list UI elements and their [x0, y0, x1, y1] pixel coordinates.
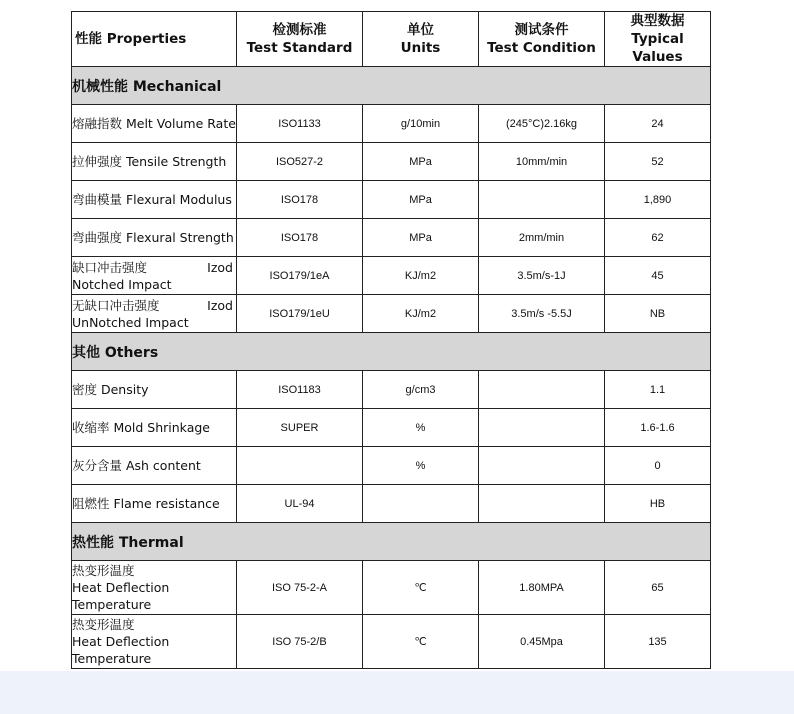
header-standard-cn: 检测标准 [272, 22, 327, 38]
header-standard-en: Test Standard [246, 40, 353, 56]
properties-table [71, 11, 711, 669]
value-cell: 45 [605, 257, 711, 295]
table-row [72, 219, 711, 257]
property-line-1 [72, 259, 236, 276]
value-cell: 62 [605, 219, 711, 257]
section-row-thermal [72, 523, 711, 561]
property-cell: 熔融指数 Melt Volume Rate [72, 105, 237, 143]
table-row [72, 257, 711, 295]
standard-cell: ISO179/1eA [237, 257, 363, 295]
condition-cell [479, 181, 605, 219]
table-row [72, 561, 711, 615]
property-cell [72, 615, 237, 669]
property-cell: 拉伸强度 Tensile Strength [72, 143, 237, 181]
bottom-band [0, 671, 794, 714]
value-cell: 1.1 [605, 371, 711, 409]
section-title-thermal: 热性能 Thermal [72, 523, 711, 561]
property-cell: 密度 Density [72, 371, 237, 409]
property-cell [72, 257, 237, 295]
property-cell: 弯曲强度 Flexural Strength [72, 219, 237, 257]
property-izod: Izod [207, 297, 233, 313]
standard-cell: UL-94 [237, 485, 363, 523]
value-cell: 1,890 [605, 181, 711, 219]
header-values-en: Typical Values [631, 31, 684, 65]
header-values-cn: 典型数据 [630, 13, 685, 29]
value-cell: 0 [605, 447, 711, 485]
table-header-row [72, 12, 711, 67]
value-cell: 24 [605, 105, 711, 143]
standard-cell: ISO178 [237, 219, 363, 257]
property-line-1 [72, 297, 236, 314]
section-row-mechanical [72, 67, 711, 105]
standard-cell: ISO527-2 [237, 143, 363, 181]
table-row [72, 143, 711, 181]
section-title-mechanical: 机械性能 Mechanical [72, 67, 711, 105]
property-en: Notched Impact [72, 276, 172, 292]
standard-cell: ISO 75-2/B [237, 615, 363, 669]
value-cell: NB [605, 295, 711, 333]
unit-cell: KJ/m2 [363, 257, 479, 295]
property-en-2: Temperature [72, 597, 152, 612]
property-cn: 热变形温度 [72, 617, 135, 632]
property-cell: 弯曲模量 Flexural Modulus [72, 181, 237, 219]
property-en: UnNotched Impact [72, 314, 189, 330]
standard-cell [237, 447, 363, 485]
value-cell: 135 [605, 615, 711, 669]
table-row [72, 409, 711, 447]
unit-cell: MPa [363, 219, 479, 257]
property-en-1: Heat Deflection [72, 580, 170, 595]
condition-cell: 10mm/min [479, 143, 605, 181]
value-cell: 1.6-1.6 [605, 409, 711, 447]
unit-cell: % [363, 447, 479, 485]
unit-cell: g/cm3 [363, 371, 479, 409]
property-cell: 收缩率 Mold Shrinkage [72, 409, 237, 447]
table-row [72, 371, 711, 409]
header-units [363, 12, 479, 67]
section-row-others [72, 333, 711, 371]
table-row [72, 181, 711, 219]
condition-cell: 3.5m/s-1J [479, 257, 605, 295]
header-condition-en: Test Condition [487, 40, 596, 56]
standard-cell: ISO1133 [237, 105, 363, 143]
condition-cell: 3.5m/s -5.5J [479, 295, 605, 333]
property-cell: 阻燃性 Flame resistance [72, 485, 237, 523]
standard-cell: ISO 75-2-A [237, 561, 363, 615]
unit-cell: g/10min [363, 105, 479, 143]
standard-cell: ISO178 [237, 181, 363, 219]
value-cell: HB [605, 485, 711, 523]
condition-cell: 2mm/min [479, 219, 605, 257]
section-title-others: 其他 Others [72, 333, 711, 371]
unit-cell [363, 485, 479, 523]
table-row [72, 295, 711, 333]
value-cell: 52 [605, 143, 711, 181]
property-cn: 缺口冲击强度 [72, 259, 148, 275]
table-row [72, 105, 711, 143]
property-cn: 无缺口冲击强度 [72, 297, 160, 313]
unit-cell: ℃ [363, 615, 479, 669]
condition-cell [479, 371, 605, 409]
header-typical-values [605, 12, 711, 67]
unit-cell: % [363, 409, 479, 447]
unit-cell: MPa [363, 181, 479, 219]
condition-cell [479, 409, 605, 447]
condition-cell [479, 447, 605, 485]
condition-cell: (245°C)2.16kg [479, 105, 605, 143]
header-properties: 性能 Properties [72, 12, 237, 67]
property-cn: 热变形温度 [72, 563, 135, 578]
value-cell: 65 [605, 561, 711, 615]
table-row [72, 615, 711, 669]
unit-cell: MPa [363, 143, 479, 181]
header-test-condition [479, 12, 605, 67]
table-row [72, 485, 711, 523]
property-cell [72, 295, 237, 333]
standard-cell: ISO179/1eU [237, 295, 363, 333]
standard-cell: SUPER [237, 409, 363, 447]
property-cell: 灰分含量 Ash content [72, 447, 237, 485]
property-izod: Izod [207, 259, 233, 275]
property-cell [72, 561, 237, 615]
header-units-cn: 单位 [407, 22, 434, 38]
unit-cell: ℃ [363, 561, 479, 615]
property-en-2: Temperature [72, 651, 152, 666]
table-row [72, 447, 711, 485]
property-en-1: Heat Deflection [72, 634, 170, 649]
condition-cell: 0.45Mpa [479, 615, 605, 669]
header-condition-cn: 测试条件 [514, 22, 569, 38]
header-units-en: Units [400, 40, 441, 56]
standard-cell: ISO1183 [237, 371, 363, 409]
condition-cell: 1.80MPA [479, 561, 605, 615]
condition-cell [479, 485, 605, 523]
unit-cell: KJ/m2 [363, 295, 479, 333]
header-test-standard [237, 12, 363, 67]
